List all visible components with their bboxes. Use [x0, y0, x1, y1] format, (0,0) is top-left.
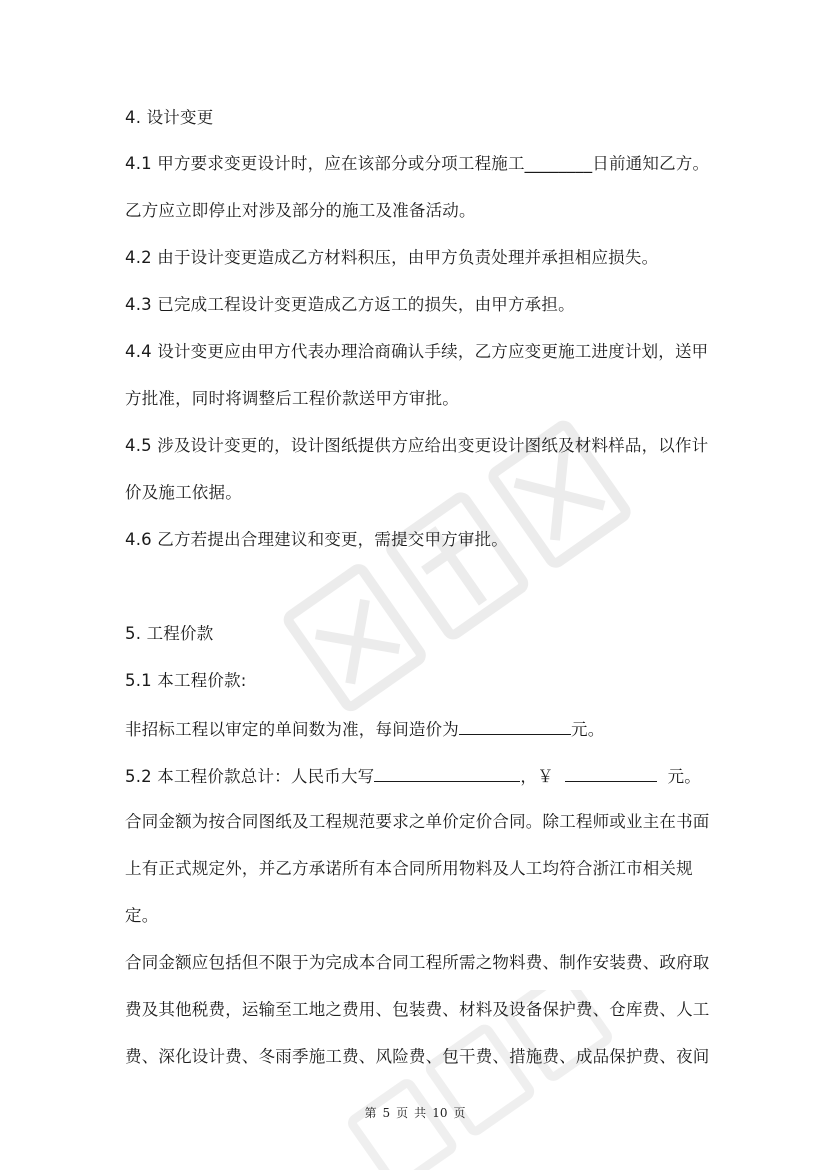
price-blank [459, 716, 571, 735]
footer-suffix: 页 [453, 1106, 466, 1120]
price-line-unit: 元。 [571, 720, 605, 739]
total-words-blank [374, 763, 520, 782]
page-footer [0, 1104, 830, 1121]
total-number-blank [565, 763, 657, 782]
contract-scope-line-1: 合同金额应包括但不限于为完成本合同工程所需之物料费、制作安装费、政府取 [125, 953, 710, 972]
total-line-unit: 元。 [667, 767, 701, 786]
contract-amount-line-3: 定。 [125, 906, 159, 925]
section-4-heading: 4. 设计变更 [125, 108, 214, 127]
total-line-text: 5.2 本工程价款总计：人民币大写 [125, 767, 375, 786]
clause-4-3: 4.3 已完成工程设计变更造成乙方返工的损失，由甲方承担。 [125, 295, 575, 314]
contract-scope-line-2: 费及其他税费，运输至工地之费用、包装费、材料及设备保护费、仓库费、人工 [125, 1000, 710, 1019]
contract-amount-line-2: 上有正式规定外，并乙方承诺所有本合同所用物料及人工均符合浙江市相关规 [125, 859, 693, 878]
footer-total-pages: 10 [432, 1106, 448, 1120]
footer-prefix: 第 [364, 1106, 377, 1120]
watermark-logo [250, 420, 670, 720]
clause-4-4: 4.4 设计变更应由甲方代表办理洽商确认手续，乙方应变更施工进度计划，送甲 [125, 342, 709, 361]
clause-5-1: 5.1 本工程价款: [125, 671, 247, 690]
total-line-yen: ，￥ [520, 767, 554, 786]
clause-4-6: 4.6 乙方若提出合理建议和变更，需提交甲方审批。 [125, 530, 508, 549]
footer-total-word: 共 [414, 1106, 427, 1120]
clause-4-2: 4.2 由于设计变更造成乙方材料积压，由甲方负责处理并承担相应损失。 [125, 248, 659, 267]
clause-5-2 [125, 763, 701, 789]
contract-scope-line-3: 费、深化设计费、冬雨季施工费、风险费、包干费、措施费、成品保护费、夜间 [125, 1047, 710, 1066]
clause-4-4-continued: 方批准，同时将调整后工程价款送甲方审批。 [125, 389, 459, 408]
section-5-heading: 5. 工程价款 [125, 624, 214, 643]
clause-4-5-continued: 价及施工依据。 [125, 483, 242, 502]
price-line-text: 非招标工程以审定的单间数为准，每间造价为 [125, 720, 459, 739]
footer-page-word: 页 [396, 1106, 409, 1120]
price-per-unit-line [125, 716, 604, 742]
clause-4-1-continued: 乙方应立即停止对涉及部分的施工及准备活动。 [125, 201, 476, 220]
clause-4-1: 4.1 甲方要求变更设计时，应在该部分或分项工程施工________日前通知乙方。 [125, 154, 710, 173]
clause-4-5: 4.5 涉及设计变更的，设计图纸提供方应给出变更设计图纸及材料样品，以作计 [125, 436, 709, 455]
footer-current-page: 5 [382, 1106, 391, 1120]
contract-amount-line-1: 合同金额为按合同图纸及工程规范要求之单价定价合同。除工程师或业主在书面 [125, 812, 710, 831]
